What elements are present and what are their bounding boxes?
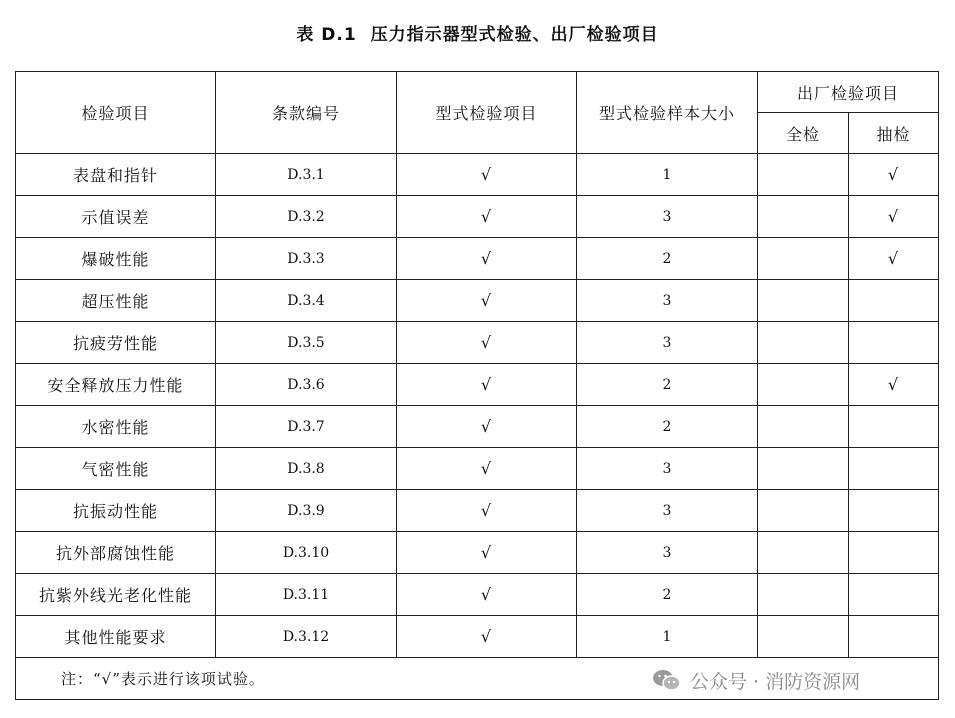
- header-clause: 条款编号: [216, 72, 397, 154]
- cell-clause: D.3.12: [216, 616, 397, 658]
- cell-clause: D.3.2: [216, 196, 397, 238]
- cell-sample-check: √: [849, 238, 939, 280]
- cell-type-test: √: [397, 364, 577, 406]
- table-row: [16, 364, 939, 406]
- header-sample-check: 抽检: [849, 113, 939, 154]
- cell-sample-check: √: [849, 196, 939, 238]
- cell-item: 抗疲劳性能: [16, 322, 216, 364]
- cell-item: 抗紫外线光老化性能: [16, 574, 216, 616]
- cell-sample-size: 2: [577, 406, 758, 448]
- table-row: [16, 574, 939, 616]
- cell-sample-size: 2: [577, 238, 758, 280]
- cell-sample-size: 3: [577, 448, 758, 490]
- cell-type-test: √: [397, 490, 577, 532]
- cell-sample-size: 2: [577, 364, 758, 406]
- cell-type-test: √: [397, 574, 577, 616]
- cell-sample-check: √: [849, 154, 939, 196]
- cell-type-test: √: [397, 406, 577, 448]
- cell-sample-size: 3: [577, 196, 758, 238]
- cell-sample-size: 3: [577, 532, 758, 574]
- cell-clause: D.3.5: [216, 322, 397, 364]
- cell-full-check: [758, 322, 849, 364]
- cell-sample-check: [849, 532, 939, 574]
- cell-full-check: [758, 448, 849, 490]
- table-row: [16, 448, 939, 490]
- cell-item: 抗振动性能: [16, 490, 216, 532]
- cell-full-check: [758, 532, 849, 574]
- cell-clause: D.3.1: [216, 154, 397, 196]
- table-number: 表 D.1: [296, 25, 357, 45]
- table-row: [16, 238, 939, 280]
- cell-item: 气密性能: [16, 448, 216, 490]
- cell-clause: D.3.10: [216, 532, 397, 574]
- table-title: [0, 20, 955, 45]
- cell-type-test: √: [397, 448, 577, 490]
- table-row: [16, 532, 939, 574]
- table-row: [16, 490, 939, 532]
- cell-sample-size: 1: [577, 154, 758, 196]
- cell-full-check: [758, 406, 849, 448]
- cell-type-test: √: [397, 196, 577, 238]
- header-type-test: 型式检验项目: [397, 72, 577, 154]
- table-row: [16, 154, 939, 196]
- watermark-text: 公众号 · 消防资源网: [690, 670, 861, 693]
- cell-item: 爆破性能: [16, 238, 216, 280]
- cell-sample-size: 3: [577, 280, 758, 322]
- cell-full-check: [758, 196, 849, 238]
- cell-type-test: √: [397, 154, 577, 196]
- cell-clause: D.3.8: [216, 448, 397, 490]
- cell-clause: D.3.6: [216, 364, 397, 406]
- cell-item: 示值误差: [16, 196, 216, 238]
- wechat-icon: [652, 668, 682, 692]
- cell-sample-size: 2: [577, 574, 758, 616]
- header-factory-test: 出厂检验项目: [758, 72, 939, 113]
- cell-type-test: √: [397, 532, 577, 574]
- cell-type-test: √: [397, 280, 577, 322]
- table-row: [16, 322, 939, 364]
- cell-item: 表盘和指针: [16, 154, 216, 196]
- cell-type-test: √: [397, 238, 577, 280]
- cell-full-check: [758, 490, 849, 532]
- header-full-check: 全检: [758, 113, 849, 154]
- table-row: [16, 196, 939, 238]
- cell-full-check: [758, 616, 849, 658]
- cell-sample-check: [849, 322, 939, 364]
- cell-sample-check: [849, 280, 939, 322]
- cell-item: 其他性能要求: [16, 616, 216, 658]
- cell-sample-check: [849, 490, 939, 532]
- cell-clause: D.3.11: [216, 574, 397, 616]
- cell-clause: D.3.9: [216, 490, 397, 532]
- inspection-table: [15, 71, 939, 700]
- table-row: [16, 406, 939, 448]
- cell-item: 安全释放压力性能: [16, 364, 216, 406]
- cell-full-check: [758, 364, 849, 406]
- header-sample-size: 型式检验样本大小: [577, 72, 758, 154]
- cell-type-test: √: [397, 322, 577, 364]
- cell-full-check: [758, 574, 849, 616]
- cell-sample-check: [849, 448, 939, 490]
- cell-item: 超压性能: [16, 280, 216, 322]
- table-row: [16, 616, 939, 658]
- cell-full-check: [758, 154, 849, 196]
- cell-sample-size: 3: [577, 322, 758, 364]
- cell-full-check: [758, 280, 849, 322]
- watermark: [648, 666, 864, 694]
- cell-clause: D.3.3: [216, 238, 397, 280]
- cell-clause: D.3.7: [216, 406, 397, 448]
- table-note: 注：“√”表示进行该项试验。: [16, 658, 939, 700]
- cell-sample-size: 3: [577, 490, 758, 532]
- cell-sample-check: [849, 406, 939, 448]
- cell-full-check: [758, 238, 849, 280]
- cell-item: 抗外部腐蚀性能: [16, 532, 216, 574]
- cell-type-test: √: [397, 616, 577, 658]
- cell-clause: D.3.4: [216, 280, 397, 322]
- cell-item: 水密性能: [16, 406, 216, 448]
- cell-sample-check: √: [849, 364, 939, 406]
- table-caption: 压力指示器型式检验、出厂检验项目: [370, 25, 659, 45]
- header-item: 检验项目: [16, 72, 216, 154]
- cell-sample-size: 1: [577, 616, 758, 658]
- cell-sample-check: [849, 574, 939, 616]
- table-row: [16, 280, 939, 322]
- cell-sample-check: [849, 616, 939, 658]
